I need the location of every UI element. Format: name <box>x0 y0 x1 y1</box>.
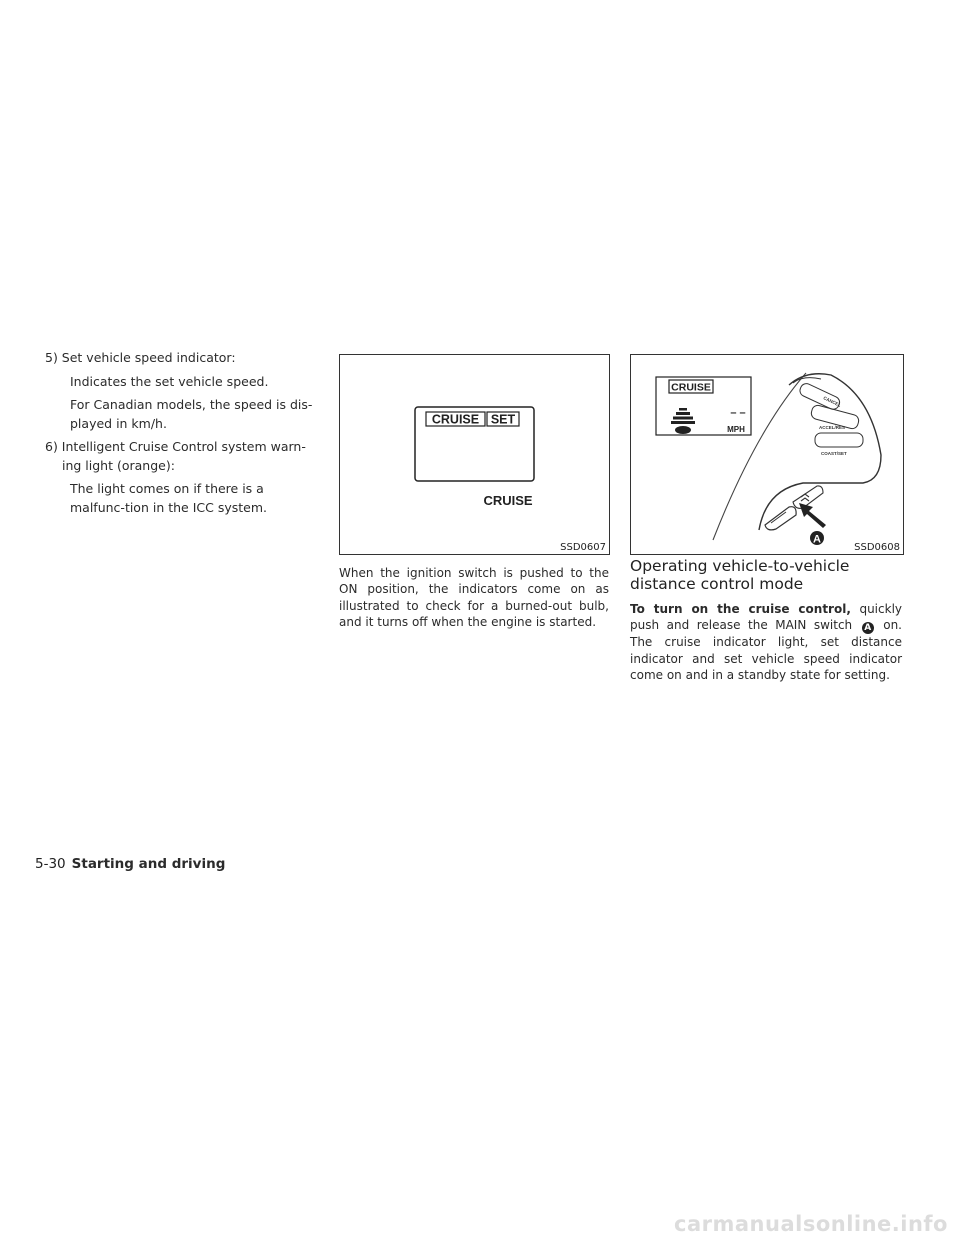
lead-bold: To turn on the cruise control, <box>630 602 851 616</box>
pointer-arrow-icon <box>799 503 826 528</box>
middle-column-text: When the ignition switch is pushed to the ON position, the indicators come on as illustrated to check for a burned-out bulb, and it turns off when the engine is started. <box>339 566 609 629</box>
left-column <box>35 349 319 522</box>
page-number: 5-30 <box>35 856 66 872</box>
section-heading: Operating vehicle-to-vehicle distance control mode <box>630 557 850 593</box>
cruise-label: CRUISE <box>431 412 480 427</box>
callout-a-inline: A <box>862 622 874 634</box>
steering-switch-illustration <box>631 355 903 554</box>
item-6-title: 6) Intelligent Cruise Control system warn-ing light (orange): <box>45 439 306 473</box>
cruise-switch-cluster <box>798 382 863 456</box>
section-body <box>630 601 902 683</box>
body-text-b: on. The cruise indicator light, set distance indicator and set vehicle speed indicator come on and in a standby state for setting. <box>630 618 902 682</box>
callout-a: A <box>813 533 821 546</box>
cruise-display-illustration <box>340 355 609 554</box>
display-cruise-label: CRUISE <box>671 381 711 394</box>
figure-code: SSD0608 <box>854 542 900 553</box>
speed-dashes: – – <box>730 407 746 419</box>
accel-res-button-label: ACCEL/RES <box>819 425 846 430</box>
figure-code: SSD0607 <box>560 542 606 553</box>
page-footer <box>35 856 225 872</box>
section-name: Starting and driving <box>71 856 226 872</box>
coast-set-button-label: COAST/SET <box>821 451 847 456</box>
mph-label: MPH <box>727 425 745 434</box>
item-6-description: The light comes on if there is a malfunc-tion in the ICC system. <box>70 481 267 515</box>
distance-indicator-icon <box>671 408 695 434</box>
item-5-canadian-note: For Canadian models, the speed is dis-played in km/h. <box>70 397 313 431</box>
watermark: carmanualsonline.info <box>674 1212 948 1236</box>
figure-ssd0608 <box>630 354 904 555</box>
item-5-description: Indicates the set vehicle speed. <box>70 373 269 389</box>
main-switch <box>765 507 796 530</box>
distance-switch-icon <box>801 494 809 501</box>
cancel-button-label: CANCEL <box>822 395 842 408</box>
right-column <box>630 557 902 683</box>
item-5-title: 5) Set vehicle speed indicator: <box>45 350 236 365</box>
cruise-caption: CRUISE <box>483 493 533 508</box>
figure-ssd0607 <box>339 354 610 555</box>
body-text-a: quickly push and release the MAIN switch <box>630 602 902 633</box>
set-label: SET <box>490 412 516 427</box>
